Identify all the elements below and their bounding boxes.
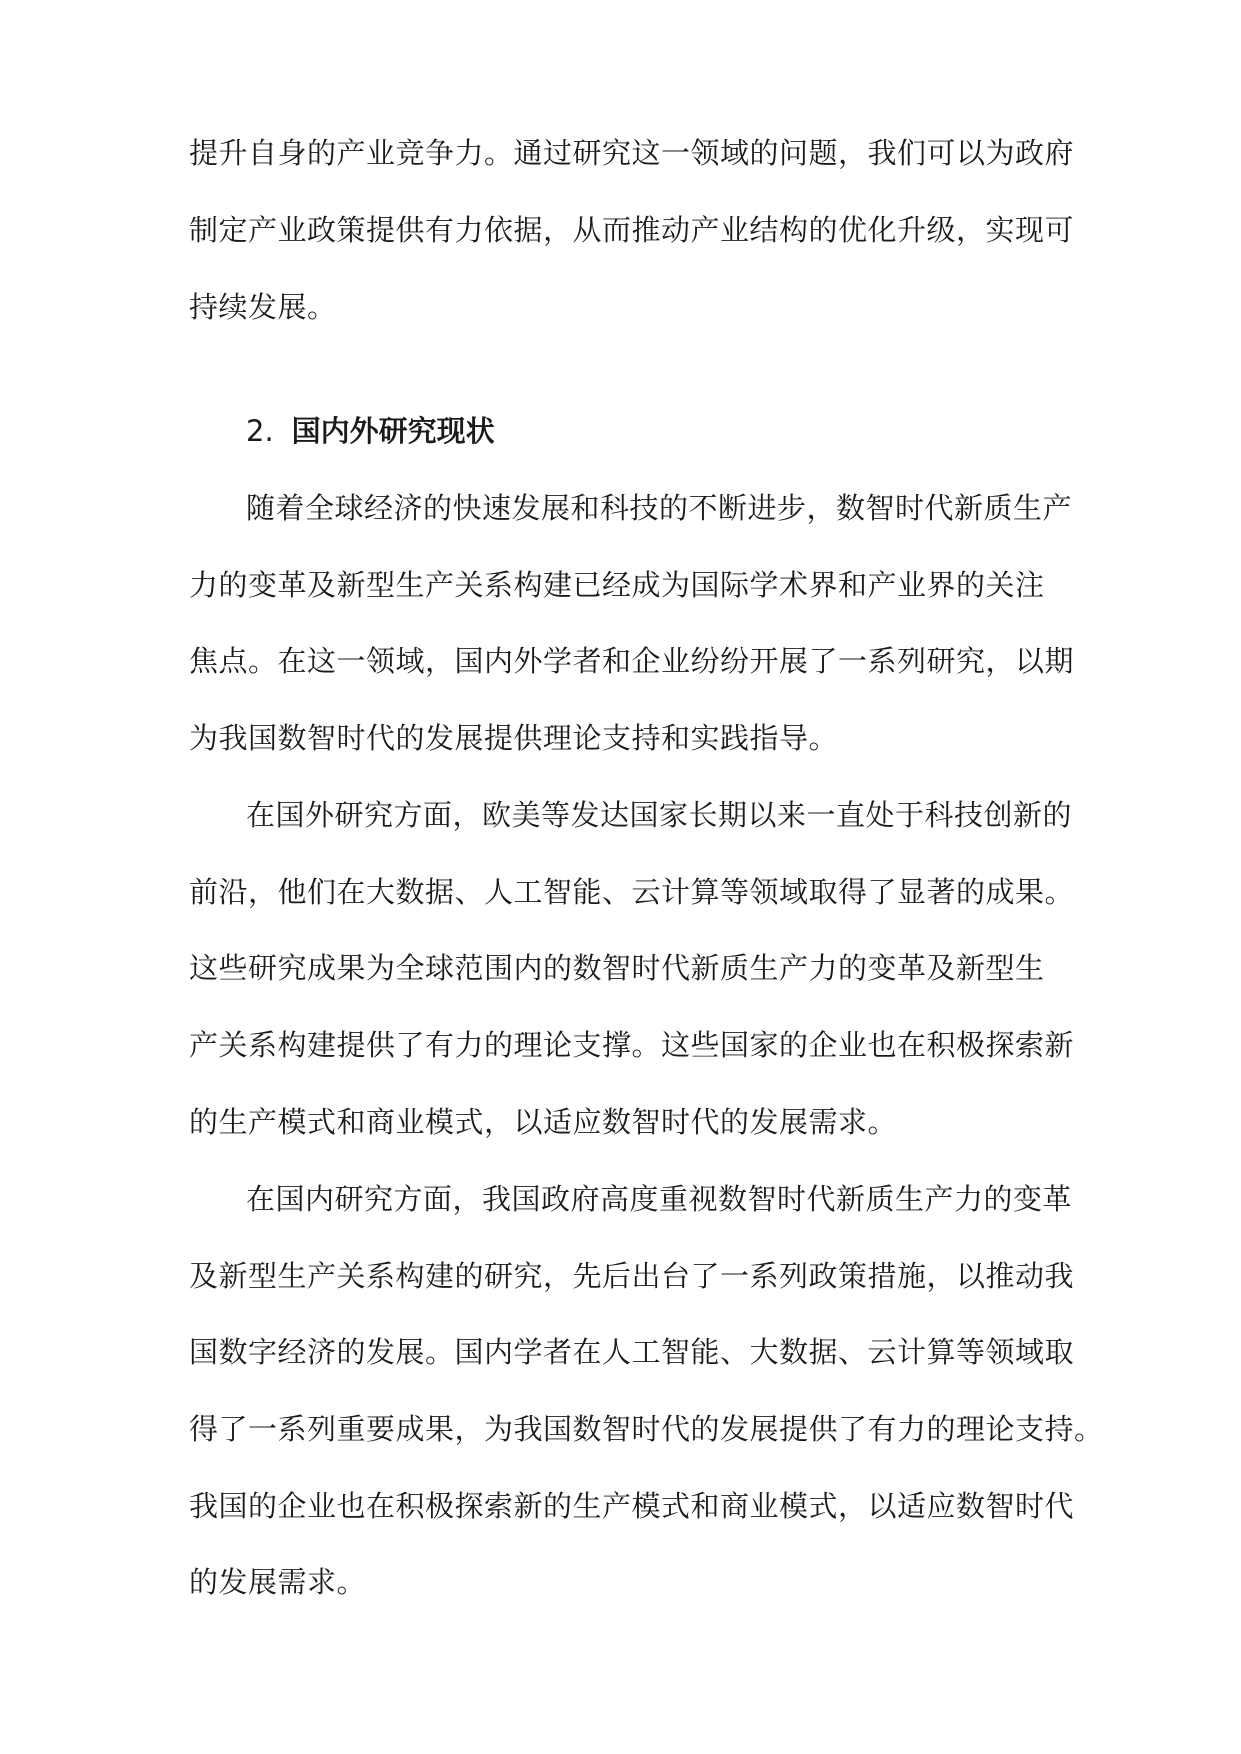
text-line: 为我国数智时代的发展提供理论支持和实践指导。 <box>189 721 839 755</box>
text-line: 得了一系列重要成果，为我国数智时代的发展提供了有力的理论支持。 <box>189 1412 1104 1446</box>
text-line: 随着全球经济的快速发展和科技的不断进步，数智时代新质生产 <box>246 491 1073 525</box>
text-line: 国数字经济的发展。国内学者在人工智能、大数据、云计算等领域取 <box>189 1335 1075 1369</box>
text-line: 及新型生产关系构建的研究，先后出台了一系列政策措施，以推动我 <box>189 1259 1075 1293</box>
text-line: 这些研究成果为全球范围内的数智时代新质生产力的变革及新型生 <box>189 951 1045 985</box>
section-number: 2. <box>246 414 274 448</box>
text-line: 持续发展。 <box>189 290 337 324</box>
text-line: 的生产模式和商业模式，以适应数智时代的发展需求。 <box>189 1105 898 1139</box>
text-line: 力的变革及新型生产关系构建已经成为国际学术界和产业界的关注 <box>189 568 1045 602</box>
text-line: 产关系构建提供了有力的理论支撑。这些国家的企业也在积极探索新 <box>189 1028 1075 1062</box>
section-heading <box>246 411 495 451</box>
text-line: 在国内研究方面，我国政府高度重视数智时代新质生产力的变革 <box>246 1182 1073 1216</box>
text-line: 前沿，他们在大数据、人工智能、云计算等领域取得了显著的成果。 <box>189 875 1075 909</box>
text-line: 焦点。在这一领域，国内外学者和企业纷纷开展了一系列研究，以期 <box>189 644 1075 678</box>
text-line: 我国的企业也在积极探索新的生产模式和商业模式，以适应数智时代 <box>189 1489 1075 1523</box>
text-line: 的发展需求。 <box>189 1565 367 1599</box>
text-line: 在国外研究方面，欧美等发达国家长期以来一直处于科技创新的 <box>246 798 1073 832</box>
text-line: 制定产业政策提供有力依据，从而推动产业结构的优化升级，实现可 <box>189 213 1075 247</box>
text-line: 提升自身的产业竞争力。通过研究这一领域的问题，我们可以为政府 <box>189 136 1075 170</box>
section-title: 国内外研究现状 <box>291 414 495 448</box>
